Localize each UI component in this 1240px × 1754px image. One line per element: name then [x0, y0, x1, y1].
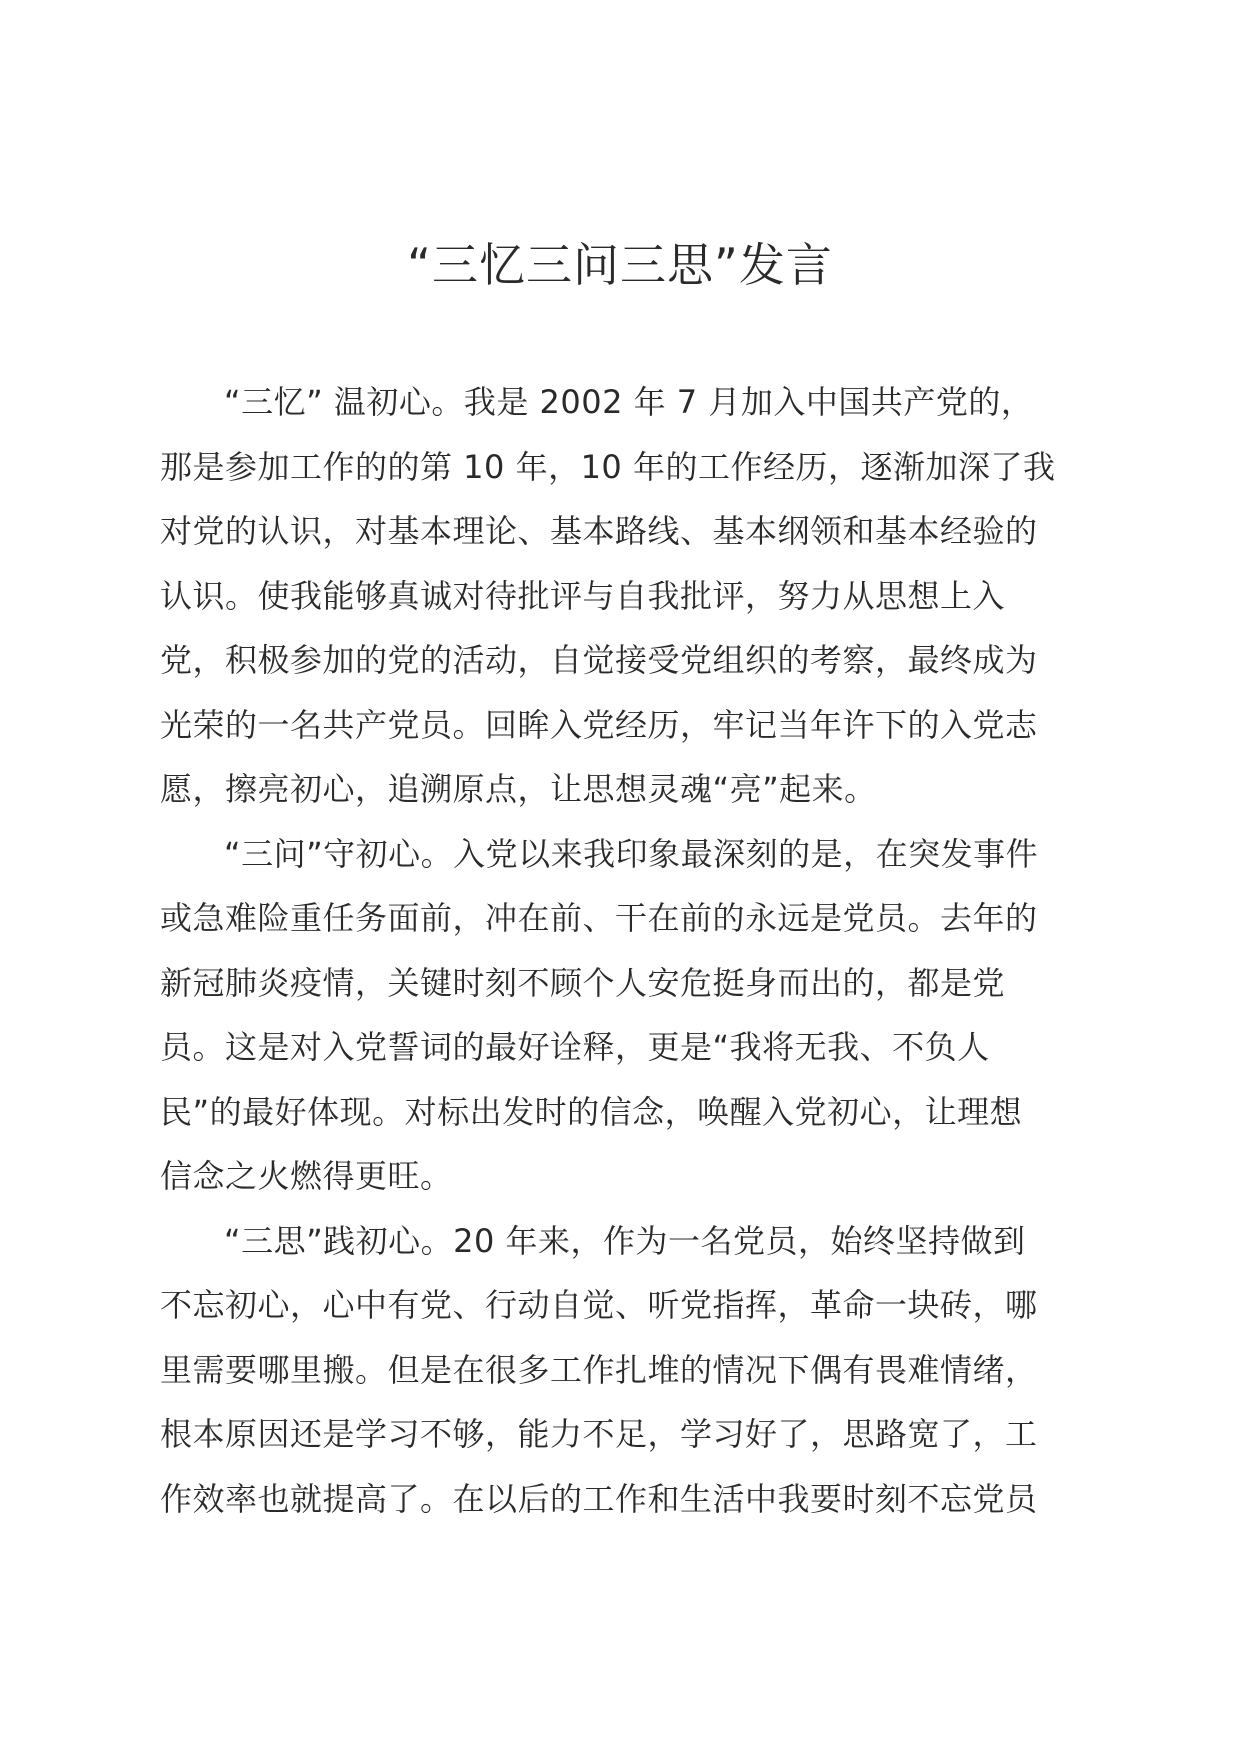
text-line: 不忘初心，心中有党、行动自觉、听党指挥，革命一块砖，哪: [160, 1286, 1038, 1324]
text-line: 光荣的一名共产党员。回眸入党经历，牢记当年许下的入党志: [160, 705, 1038, 744]
text-line: 那是参加工作的的第 10 年，10 年的工作经历，逐渐加深了我: [160, 447, 1056, 486]
text-line: 作效率也就提高了。在以后的工作和生活中我要时刻不忘党员: [160, 1479, 1038, 1518]
text-line: “三忆” 温初心。我是 2002 年 7 月加入中国共产党的，: [224, 383, 1034, 421]
text-line: 根本原因还是学习不够，能力不足，学习好了，思路宽了，工: [160, 1415, 1038, 1453]
text-line: 里需要哪里搬。但是在很多工作扎堆的情况下偶有畏难情绪，: [160, 1350, 1038, 1389]
text-line: 或急难险重任务面前，冲在前、干在前的永远是党员。去年的: [160, 899, 1038, 937]
text-line: 新冠肺炎疫情，关键时刻不顾个人安危挺身而出的，都是党: [160, 963, 1006, 1002]
text-line: 信念之火燃得更旺。: [160, 1157, 453, 1195]
paragraph-san-yi: [160, 370, 1080, 822]
text-line: 员。这是对入党誓词的最好诠释，更是“我将无我、不负人: [160, 1028, 990, 1066]
text-line: 认识。使我能够真诚对待批评与自我批评，努力从思想上入: [160, 576, 1006, 615]
text-line: 党，积极参加的党的活动，自觉接受党组织的考察，最终成为: [160, 641, 1038, 679]
text-line: 对党的认识，对基本理论、基本路线、基本纲领和基本经验的: [160, 512, 1038, 550]
text-line: 民”的最好体现。对标出发时的信念，唤醒入党初心，让理想: [160, 1092, 1023, 1131]
text-line: “三思”践初心。20 年来，作为一名党员，始终坚持做到: [224, 1221, 1026, 1260]
paragraph-san-wen: [160, 822, 1080, 1209]
paragraph-san-si: [160, 1209, 1080, 1532]
text-line: 愿，擦亮初心，追溯原点，让思想灵魂“亮”起来。: [160, 770, 877, 808]
document-title: “三忆三问三思”发言: [407, 238, 833, 292]
document-body: [160, 370, 1080, 1531]
text-line: “三问”守初心。入党以来我印象最深刻的是，在突发事件: [224, 834, 1039, 873]
